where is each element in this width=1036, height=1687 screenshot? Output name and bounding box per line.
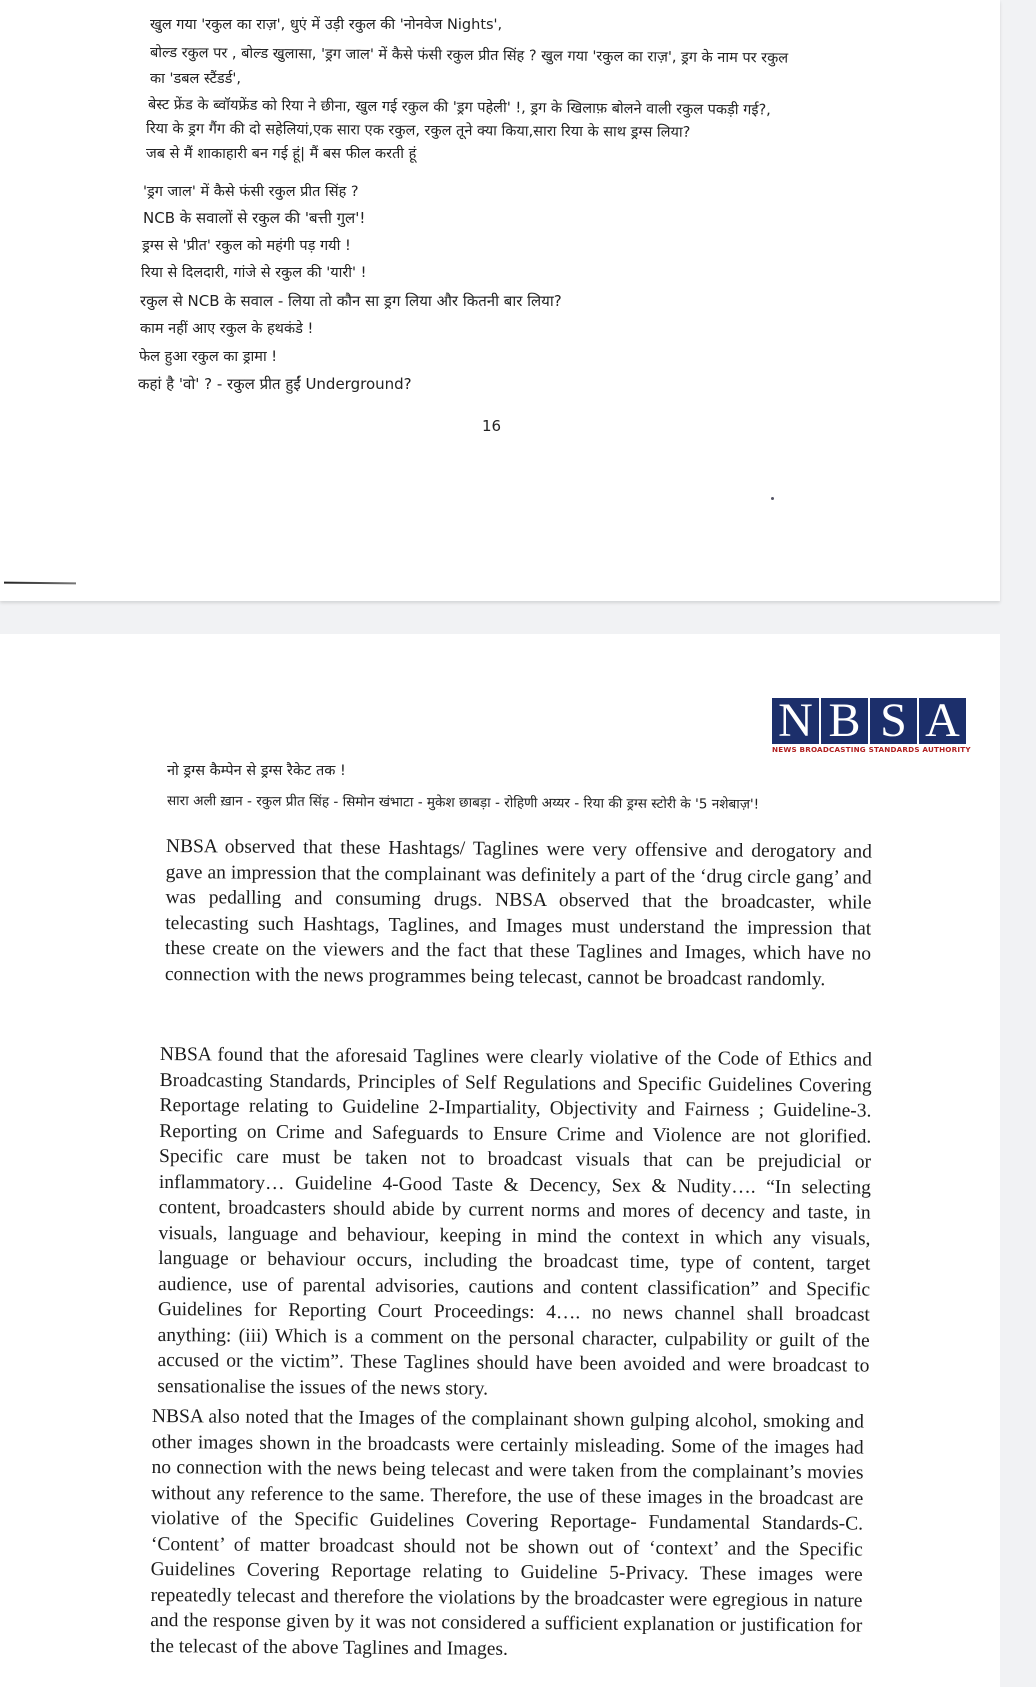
document-page-17: [0, 634, 1000, 1687]
tagline-line: कहां है 'वो' ? - रकुल प्रीत हुईं Underground?: [138, 375, 412, 393]
logo-subtitle: NEWS BROADCASTING STANDARDS AUTHORITY: [772, 745, 971, 754]
paragraph-observation: NBSA observed that these Hashtags/ Taglines were very offensive and derogatory and gave an impression that the complainant was definitely a part of the ‘drug circle gang’ and was pedalling and consuming drugs. NBSA observed that the broadcaster, while telecasting such Hashtags, Taglines, and Images must understand the impression that these create on the viewers and the fact that these Taglines and Images, which have no connection with the news programmes being telecast, cannot be broadcast randomly.: [164, 835, 872, 990]
tagline-line: का 'डबल स्टैंडर्ड',: [150, 71, 242, 87]
paragraph-findings: NBSA found that the aforesaid Taglines were clearly violative of the Code of Ethics and Broadcasting Standards, Principles of Self Regulations and Specific Guidelines Covering Reportage relating to Guideline 2-Impartiality, Objectivity and Fairness ; Guideline-3. Reporting on Crime and Safeguards to Ensure Crime and Violence are not glorified. Specific care must be taken not to broadcast visuals that can be prejudicial or inflammatory… Guideline 4-Good Taste & Decency, Sex & Nudity…. “In selecting content, broadcasters should abide by current norms and mores of decency and taste, in visuals, language and behaviour, keeping in mind the context in which any visuals, language or behaviour occurs, including the broadcast time, type of content, target audience, use of parental advisories, cautions and content classification” and Specific Guidelines for Reporting Court Proceedings: 4…. no news channel shall broadcast anything: (iii) Which is a comment on the personal character, culpability or guilt of the accused or the victim”. These Taglines should have been avoided and were broadcast to sensationalise the issues of the news story.: [157, 1044, 872, 1400]
document-page-16: [0, 0, 1000, 601]
logo-letter: A: [919, 698, 966, 744]
paragraph-images: NBSA also noted that the Images of the complainant shown gulping alcohol, smoking and other images shown in the broadcasts were certainly misleading. Some of the images had no connection with the news being telecast and were taken from the complainant’s movies without any reference to the same. Therefore, the use of these images in the broadcast are violative of the Specific Guidelines Covering Reportage- Fundamental Standards-C. ‘Content’ of matter broadcast should not be shown out of ‘context’ and the Specific Guidelines Covering Reportage relating to Guideline 5-Privacy. These images were repeatedly telecast and therefore the violations by the broadcaster were egregious in nature and the response given by it was not considered a sufficient explanation or justification for the telecast of the above Taglines and Images.: [150, 1406, 864, 1660]
nbsa-logo: [772, 694, 972, 758]
logo-letter: S: [870, 698, 917, 744]
tagline-line: सारा अली ख़ान - रकुल प्रीत सिंह - सिमोन खंभाटा - मुकेश छाबड़ा - रोहिणी अय्यर - रिया की ड्रग्स स्टोरी के '5 नशेबाज़'!: [166, 793, 760, 813]
tagline-line: रिया के ड्रग गैंग की दो सहेलियां,एक सारा एक रकुल, रकुल तूने क्या किया,सारा रिया के साथ ड्रग्स लिया?: [145, 121, 691, 141]
tagline-line: काम नहीं आए रकुल के हथकंडे !: [140, 321, 314, 337]
tagline-line: फेल हुआ रकुल का ड्रामा !: [139, 349, 278, 365]
page-number: 16: [482, 417, 502, 435]
logo-letter: B: [821, 698, 868, 744]
tagline-line: ड्रग्स से 'प्रीत' रकुल को महंगी पड़ गयी !: [142, 238, 351, 254]
tagline-line: जब से मैं शाकाहारी बन गई हूं| मैं बस फील करती हूं: [146, 146, 417, 162]
logo-letter: N: [772, 698, 819, 744]
tagline-line: बोल्ड रकुल पर , बोल्ड खुलासा, 'ड्रग जाल' में कैसे फंसी रकुल प्रीत सिंह ? खुल गया 'रकुल का राज़', ड्रग के नाम पर रकुल: [149, 45, 789, 67]
tagline-line: खुल गया 'रकुल का राज़', धुएं में उड़ी रकुल की 'नोनवेज Nights',: [150, 17, 503, 33]
scan-speck: [771, 497, 774, 500]
tagline-line: NCB के सवालों से रकुल की 'बत्ती गुल'!: [143, 209, 366, 227]
tagline-line: नो ड्रग्स कैम्पेन से ड्रग्स रैकेट तक !: [167, 763, 346, 779]
tagline-line: रिया से दिलदारी, गांजे से रकुल की 'यारी' !: [141, 265, 367, 281]
tagline-line: रकुल से NCB के सवाल - लिया तो कौन सा ड्रग लिया और कितनी बार लिया?: [140, 292, 562, 310]
scan-mark-line: [4, 582, 76, 585]
tagline-line: बेस्ट फ्रेंड के ब्वॉयफ्रेंड को रिया ने छीना, खुल गई रकुल की 'ड्रग पहेली' !, ड्रग के खिलाफ़ बोलने वाली रकुल पकड़ी गई?,: [147, 97, 771, 119]
tagline-line: 'ड्रग जाल' में कैसे फंसी रकुल प्रीत सिंह ?: [143, 184, 359, 200]
